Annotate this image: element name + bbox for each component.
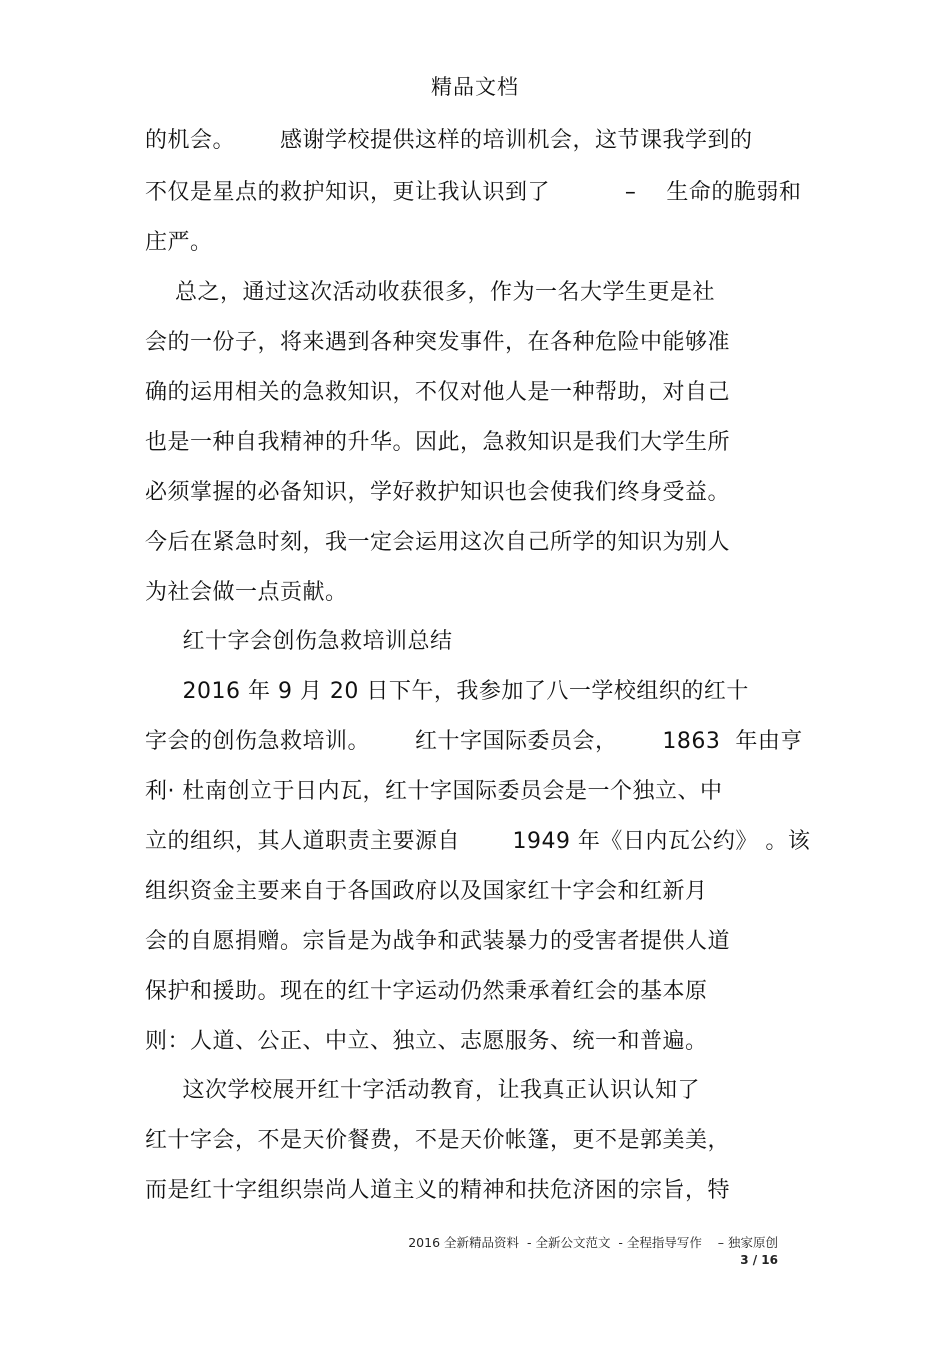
body-line: 的机会。 感谢学校提供这样的培训机会，这节课我学到的 bbox=[145, 128, 753, 153]
body-line: 必须掌握的必备知识，学好救护知识也会使我们终身受益。 bbox=[145, 480, 731, 505]
body-line: 则：人道、公正、中立、独立、志愿服务、统一和普遍。 bbox=[145, 1029, 708, 1054]
body-line: 也是一种自我精神的升华。因此，急救知识是我们大学生所 bbox=[145, 430, 731, 455]
body-line: 字会的创伤急救培训。 红十字国际委员会， 1863 年由亨 bbox=[145, 729, 803, 754]
page-number: 3 / 16 bbox=[740, 1253, 778, 1267]
body-line: 庄严。 bbox=[145, 230, 213, 255]
body-line: 红十字会创伤急救培训总结 bbox=[145, 629, 453, 654]
body-line: 保护和援助。现在的红十字运动仍然秉承着红会的基本原 bbox=[145, 979, 708, 1004]
page-footer-text: 2016 全新精品资料 - 全新公文范文 - 全程指导写作 – 独家原创 bbox=[408, 1235, 778, 1250]
body-line: 不仅是星点的救护知识，更让我认识到了 – 生命的脆弱和 bbox=[145, 180, 802, 205]
body-line: 这次学校展开红十字活动教育，让我真正认识认知了 bbox=[145, 1078, 700, 1103]
body-line: 会的一份子，将来遇到各种突发事件，在各种危险中能够准 bbox=[145, 330, 731, 355]
body-line: 利· 杜南创立于日内瓦，红十字国际委员会是一个独立、中 bbox=[145, 779, 723, 804]
body-line: 红十字会，不是天价餐费，不是天价帐篷，更不是郭美美， bbox=[145, 1128, 731, 1153]
body-line: 总之，通过这次活动收获很多，作为一名大学生更是社 bbox=[145, 280, 715, 305]
body-line: 今后在紧急时刻，我一定会运用这次自己所学的知识为别人 bbox=[145, 530, 731, 555]
body-line: 确的运用相关的急救知识，不仅对他人是一种帮助，对自己 bbox=[145, 380, 731, 405]
body-line: 而是红十字组织崇尚人道主义的精神和扶危济困的宗旨，特 bbox=[145, 1178, 731, 1203]
page-header-title: 精品文档 bbox=[431, 75, 519, 99]
body-line: 组织资金主要来自于各国政府以及国家红十字会和红新月 bbox=[145, 879, 708, 904]
body-line: 2016 年 9 月 20 日下午，我参加了八一学校组织的红十 bbox=[145, 679, 749, 704]
body-line: 立的组织，其人道职责主要源自 1949 年《日内瓦公约》 。该 bbox=[145, 829, 811, 854]
body-line: 会的自愿捐赠。宗旨是为战争和武装暴力的受害者提供人道 bbox=[145, 929, 731, 954]
body-line: 为社会做一点贡献。 bbox=[145, 580, 348, 605]
